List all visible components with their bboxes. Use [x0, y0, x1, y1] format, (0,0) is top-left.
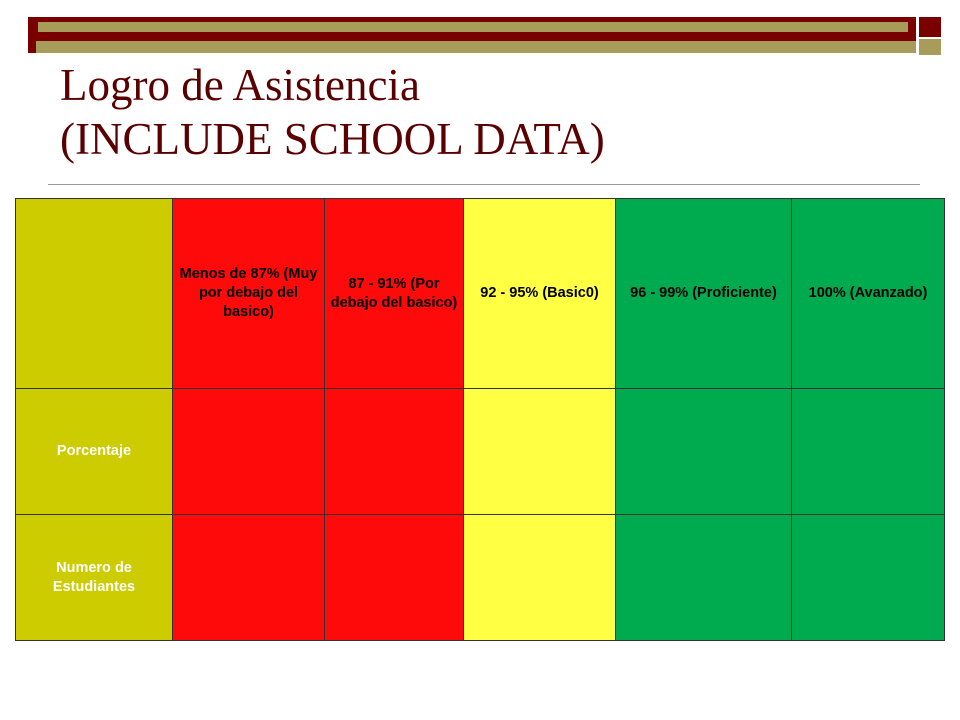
table-row [16, 389, 945, 515]
row-label-numero-de-estudiantes: Numero de Estudiantes [16, 515, 173, 641]
title-divider [48, 184, 920, 185]
header-cell-100: 100% (Avanzado) [792, 199, 945, 389]
table-cell [173, 515, 325, 641]
header-cell-92-95: 92 - 95% (Basic0) [464, 199, 616, 389]
table-cell [325, 389, 464, 515]
table-cell [464, 389, 616, 515]
table-cell [792, 515, 945, 641]
table-row [16, 515, 945, 641]
header-cell-empty [16, 199, 173, 389]
title-line-2: (INCLUDE SCHOOL DATA) [60, 114, 605, 164]
row-label-porcentaje: Porcentaje [16, 389, 173, 515]
table-cell [325, 515, 464, 641]
table-cell [173, 389, 325, 515]
table-cell [616, 515, 792, 641]
header-row [16, 199, 945, 389]
top-decorative-bar [28, 17, 916, 37]
slide-title [60, 58, 920, 166]
second-decorative-bar [28, 37, 916, 53]
header-cell-87-91: 87 - 91% (Por debajo del basico) [325, 199, 464, 389]
corner-square-dark [919, 17, 941, 37]
table-cell [464, 515, 616, 641]
header-cell-below-87: Menos de 87% (Muy por debajo del basico) [173, 199, 325, 389]
table-cell [616, 389, 792, 515]
corner-square-olive [919, 39, 941, 55]
title-line-1: Logro de Asistencia [60, 60, 420, 110]
attendance-table [15, 198, 945, 641]
header-cell-96-99: 96 - 99% (Proficiente) [616, 199, 792, 389]
table-cell [792, 389, 945, 515]
